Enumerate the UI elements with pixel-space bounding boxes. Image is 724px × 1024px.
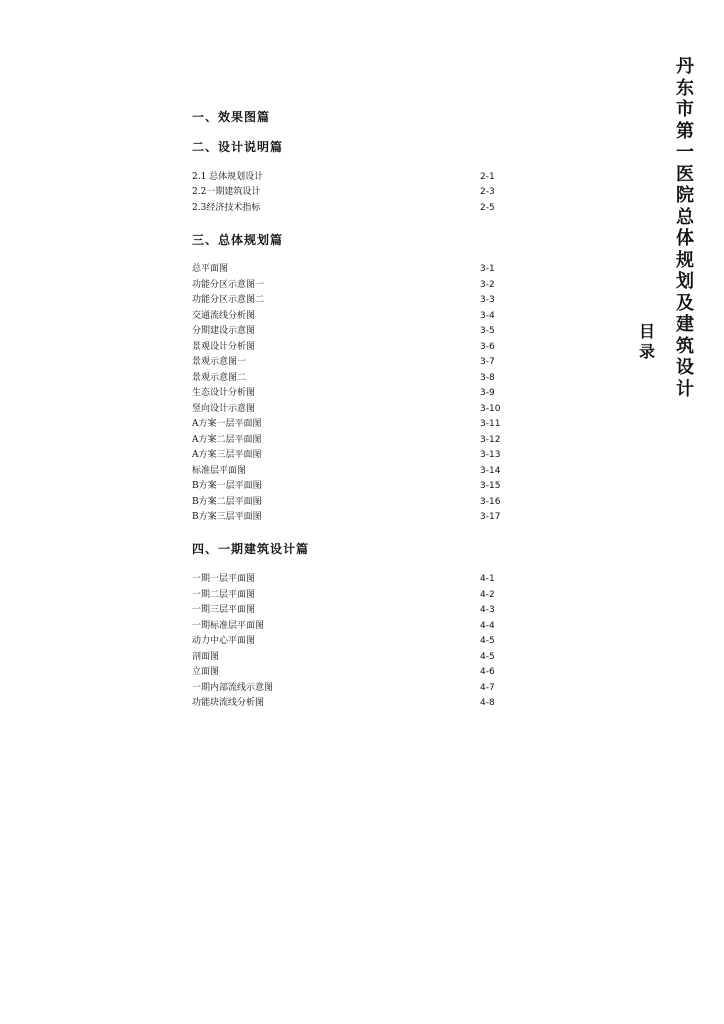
toc-row-label: 功能分区示意图一 [192,279,265,290]
toc-row-label: 交通流线分析图 [192,310,256,321]
toc-row-page: 3-3 [480,295,495,305]
toc-row [192,262,522,277]
toc-row-label: 功能分区示意图二 [192,295,265,305]
toc-row [192,433,522,448]
toc-row [192,603,522,618]
toc-row-label: 分期建设示意图 [192,326,256,336]
toc-row-label: 景观示意图二 [192,372,247,383]
toc-row [192,448,522,463]
toc-row-page: 3-12 [480,434,501,445]
toc-row-page: 4-6 [480,667,495,677]
toc-row [192,464,522,479]
section-title-design-notes: 二、设计说明篇 [192,140,284,154]
toc-row-page: 3-15 [480,481,501,491]
toc-row [192,681,522,696]
toc-row-label: B方案二层平面图 [192,496,262,507]
toc-row-label: B方案三层平面图 [192,512,262,522]
toc-row [192,572,522,587]
toc-row [192,510,522,525]
toc-row-label: A方案三层平面图 [192,450,262,460]
toc-row [192,634,522,649]
document-title-vertical: 丹东市第一医院总体规划及建筑设计 [676,56,694,400]
toc-row-label: 一期标准层平面图 [192,620,265,631]
toc-row [192,386,522,401]
toc-row [192,293,522,308]
toc-row [192,417,522,432]
toc-row-label: B方案一层平面图 [192,481,262,491]
toc-row-label: 一期一层平面图 [192,574,256,584]
toc-row-page: 2-5 [480,203,495,213]
toc-row-label: 一期三层平面图 [192,605,256,615]
toc-row-page: 3-10 [480,403,501,414]
toc-row-page: 3-11 [480,419,501,429]
toc-row-page: 3-6 [480,341,495,352]
toc-row-page: 3-2 [480,279,495,290]
toc-row-page: 4-2 [480,589,495,600]
toc-row [192,588,522,603]
toc-row-label: 一期内部流线示意图 [192,682,274,693]
toc-row [192,309,522,324]
toc-row-page: 4-5 [480,636,495,646]
toc-row [192,665,522,680]
toc-row-page: 3-8 [480,372,495,383]
toc-row [192,696,522,711]
toc-row-page: 3-14 [480,465,501,476]
toc-row-label: 景观设计分析图 [192,341,256,352]
toc-row-label: 总平面图 [192,264,229,274]
toc-row-page: 2-3 [480,187,495,197]
toc-row-page: 4-7 [480,682,495,693]
toc-label-vertical: 目录 [638,322,655,361]
toc-row-page: 2-1 [480,172,495,182]
toc-row-page: 4-4 [480,620,495,631]
toc-row-label: 2.2一期建筑设计 [192,187,261,197]
toc-row-page: 3-4 [480,310,495,321]
toc-row-page: 3-9 [480,388,495,398]
toc-row-label: 立面图 [192,667,220,677]
toc-row [192,185,522,200]
toc-row-label: 剖面图 [192,651,220,662]
toc-row-label: 标准层平面图 [192,465,247,476]
toc-row [192,324,522,339]
toc-row-label: 2.1 总体规划设计 [192,172,264,182]
section-title-master-plan: 三、总体规划篇 [192,233,284,247]
toc-row-label: 竖向设计示意图 [192,403,256,414]
toc-row [192,355,522,370]
toc-row-page: 3-16 [480,496,501,507]
toc-row [192,650,522,665]
toc-row-page: 3-7 [480,357,495,367]
toc-row-label: 动力中心平面图 [192,636,256,646]
toc-row-label: A方案一层平面图 [192,419,262,429]
toc-row-page: 4-3 [480,605,495,615]
toc-row-label: A方案二层平面图 [192,434,262,445]
toc-row [192,619,522,634]
toc-row-page: 4-5 [480,651,495,662]
toc-row-label: 一期二层平面图 [192,589,256,600]
section-title-phase-one: 四、一期建筑设计篇 [192,542,310,556]
toc-row-label: 生态设计分析图 [192,388,256,398]
toc-row-label: 2.3经济技术指标 [192,203,261,213]
toc-row [192,170,522,185]
toc-row [192,479,522,494]
toc-row-page: 3-13 [480,450,501,460]
toc-row [192,201,522,216]
section-title-renderings: 一、效果图篇 [192,110,271,124]
toc-row-page: 4-1 [480,574,495,584]
toc-row [192,278,522,293]
toc-row [192,340,522,355]
toc-row [192,495,522,510]
toc-row-page: 3-5 [480,326,495,336]
toc-row-page: 3-1 [480,264,495,274]
toc-row-label: 景观示意图一 [192,357,247,367]
toc-row [192,402,522,417]
toc-row [192,371,522,386]
toc-row-page: 3-17 [480,512,501,522]
toc-row-label: 功能块流线分析图 [192,698,265,708]
toc-row-page: 4-8 [480,698,495,708]
